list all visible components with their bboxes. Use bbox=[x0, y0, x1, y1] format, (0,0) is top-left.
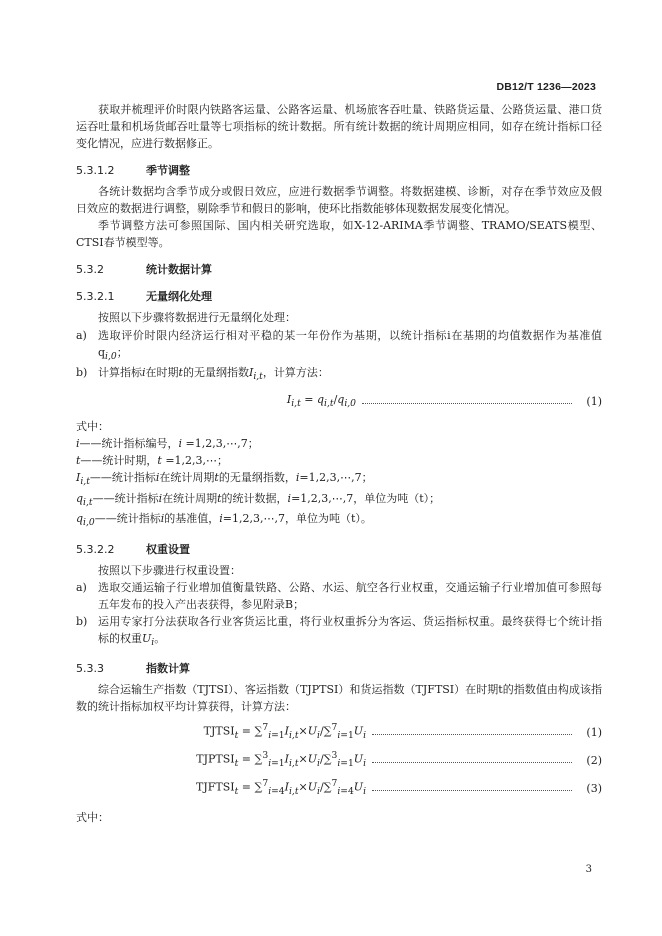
leader-dots bbox=[372, 782, 572, 791]
heading-number: 5.3.2.1 bbox=[76, 290, 115, 304]
equation-number: (3) bbox=[586, 781, 602, 795]
variable-q0: $q_{i,0}——$统计指标i的基准值，i=1,2,3,⋯,7，单位为吨（t）。 bbox=[76, 512, 372, 529]
leader-dots bbox=[362, 395, 572, 404]
heading-title: 权重设置 bbox=[146, 542, 190, 556]
page-content bbox=[76, 101, 602, 826]
leader-dots bbox=[372, 754, 572, 763]
list-text: 运用专家打分法获取各行业客货运比重，将行业权重拆分为客运、货运指标权重。最终获得七个统计指标的权重$U_i$。 bbox=[98, 614, 602, 649]
heading-5-3-1-2 bbox=[76, 162, 602, 179]
index-lead: 综合运输生产指数（TJTSI）、客运指数（TJPTSI）和货运指数（TJFTSI）在时期t的指数值由构成该指数的统计指标加权平均计算获得，计算方法： bbox=[76, 683, 602, 714]
heading-number: 5.3.2.2 bbox=[76, 542, 115, 556]
heading-5-3-2-2 bbox=[76, 541, 602, 558]
formula-tjtsi bbox=[76, 721, 602, 743]
list-item-b bbox=[76, 613, 602, 650]
heading-5-3-2 bbox=[76, 261, 602, 278]
list-text: 选取交通运输子行业增加值衡量铁路、公路、水运、航空各行业权重，交通运输子行业增加值可参照每五年发布的投入产出表获得，参见附录B； bbox=[98, 580, 602, 611]
formula-expression: $I_{i,t} = q_{i,t}/q_{i,0}$ bbox=[286, 393, 356, 410]
heading-number: 5.3.3 bbox=[76, 662, 104, 676]
page-number: 3 bbox=[585, 864, 592, 875]
leader-dots bbox=[372, 726, 572, 735]
formula-tjptsi bbox=[76, 749, 602, 771]
list-marker: a) bbox=[76, 328, 87, 342]
where-label: 式中： bbox=[76, 420, 109, 434]
variable-t: t——统计时期，t =1,2,3,⋯； bbox=[76, 454, 229, 468]
list-text: 计算指标i在时期t的无量纲指数$I_{i,t}$，计算方法： bbox=[98, 365, 329, 383]
list-marker: b) bbox=[76, 365, 88, 379]
variable-q: $q_{i,t}——$统计指标i在统计周期t的统计数据，i=1,2,3,⋯,7，单位为吨（t）； bbox=[76, 491, 441, 509]
heading-5-3-2-1 bbox=[76, 288, 602, 305]
list-item-b bbox=[76, 364, 602, 384]
list-marker: a) bbox=[76, 580, 87, 594]
heading-number: 5.3.2 bbox=[76, 263, 104, 277]
seasonal-paragraph-1: 各统计数据均含季节成分或假日效应，应进行数据季节调整。将数据建模、诊断，对存在季节效应及假日效应的数据进行调整，剔除季节和假日的影响，使环比指数能够体现数据发展变化情况。 bbox=[76, 185, 602, 216]
list-marker: b) bbox=[76, 614, 88, 628]
document-code: DB12/T 1236—2023 bbox=[496, 81, 596, 93]
where-label: 式中： bbox=[76, 811, 109, 825]
formula-tjftsi bbox=[76, 777, 602, 799]
heading-title: 统计数据计算 bbox=[146, 263, 212, 277]
formula-expression: $TJPTSI_t = \sum^3_{i=1}I_{i,t}\times U_i/\sum^3_{i=1}U_i$ bbox=[196, 750, 366, 770]
normalize-lead: 按照以下步骤将数据进行无量纲化处理： bbox=[98, 311, 296, 325]
formula-normalized-index bbox=[76, 390, 602, 412]
equation-number: (1) bbox=[586, 725, 602, 739]
heading-title: 无量纲化处理 bbox=[146, 290, 212, 304]
variable-i: i——统计指标编号，i =1,2,3,⋯,7； bbox=[76, 437, 259, 451]
list-text: 选取评价时限内经济运行相对平稳的某一年份作为基期，以统计指标i在基期的均值数据作为基准值$q_{i,0}$； bbox=[98, 328, 602, 362]
equation-number: (2) bbox=[586, 753, 602, 767]
formula-expression: $TJTSI_t = \sum^7_{i=1}I_{i,t}\times U_i/\sum^7_{i=1}U_i$ bbox=[203, 722, 366, 742]
formula-expression: $TJFTSI_t = \sum^7_{i=4}I_{i,t}\times U_i/\sum^7_{i=4}U_i$ bbox=[196, 778, 366, 798]
list-item-a bbox=[76, 579, 602, 613]
heading-number: 5.3.1.2 bbox=[76, 164, 115, 178]
intro-paragraph: 获取并梳理评价时限内铁路客运量、公路客运量、机场旅客吞吐量、铁路货运量、公路货运量、港口货运吞吐量和机场货邮吞吐量等七项指标的统计数据。所有统计数据的统计周期应相同，如存在统计指标口径变化情况，应进行数据修正。 bbox=[76, 103, 602, 151]
variable-I: $I_{i,t}——$统计指标i在统计周期t的无量纲指数，i=1,2,3,⋯,7； bbox=[76, 471, 373, 488]
weight-lead: 按照以下步骤进行权重设置： bbox=[98, 563, 241, 577]
heading-title: 季节调整 bbox=[146, 164, 190, 178]
list-item-a bbox=[76, 327, 602, 364]
equation-number: (1) bbox=[586, 394, 602, 408]
heading-title: 指数计算 bbox=[146, 662, 190, 676]
seasonal-paragraph-2: 季节调整方法可参照国际、国内相关研究选取，如X-12-ARIMA季节调整、TRAMO/SEATS模型、CTSI春节模型等。 bbox=[76, 219, 602, 250]
heading-5-3-3 bbox=[76, 660, 602, 677]
